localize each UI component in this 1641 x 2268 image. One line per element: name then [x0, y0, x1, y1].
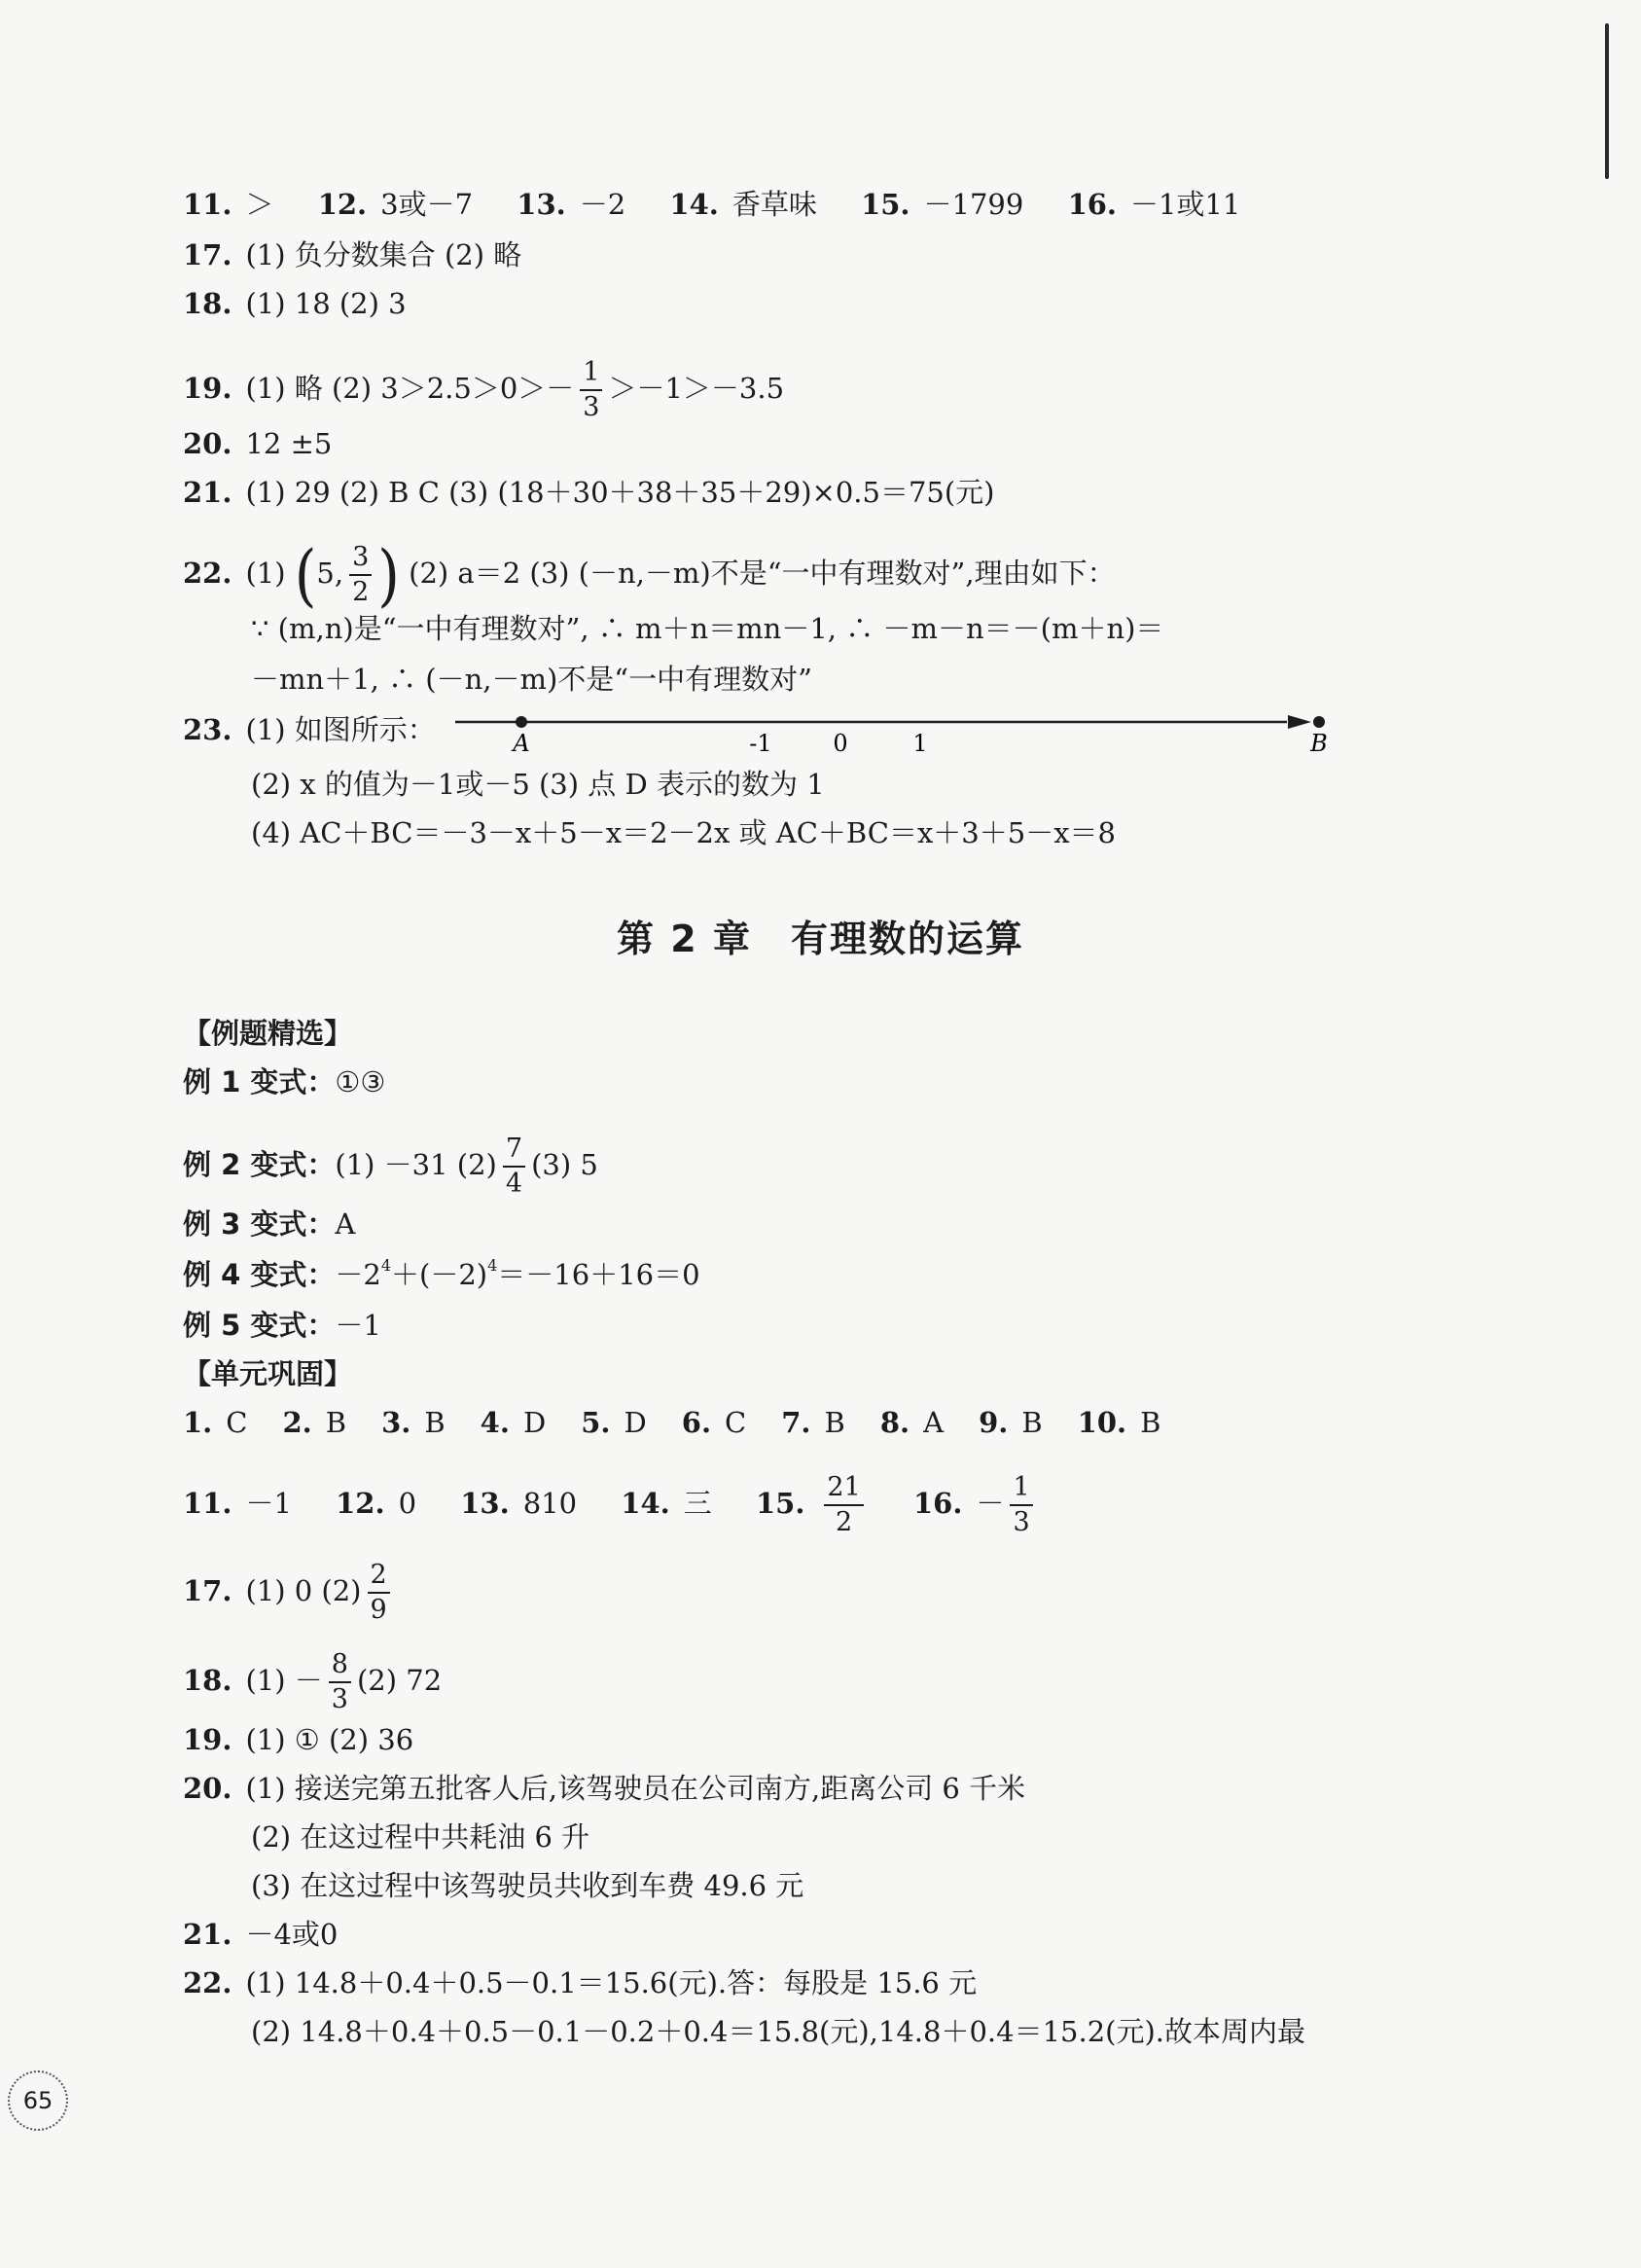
denominator: 4	[505, 1169, 523, 1199]
example-label: 例 3 变式：	[183, 1207, 336, 1241]
answer-22	[183, 1963, 977, 2002]
answer: D	[522, 1406, 547, 1439]
number-line	[455, 706, 1328, 765]
answer-part: (3) 5	[531, 1148, 598, 1181]
q-number: 12.	[317, 188, 368, 221]
denominator: 3	[1013, 1507, 1030, 1537]
example-1	[183, 1062, 385, 1101]
number-line-label: 1	[912, 730, 928, 757]
numerator: 7	[503, 1133, 525, 1168]
answer-21	[183, 1915, 338, 1954]
q-number: 7.	[781, 1406, 811, 1439]
numerator: 21	[824, 1471, 863, 1506]
answer-20	[183, 1769, 1025, 1808]
q-number: 15.	[755, 1487, 805, 1520]
answer-part: (1) －	[245, 1664, 323, 1697]
numerator: 8	[329, 1648, 351, 1683]
answer: B	[424, 1406, 446, 1439]
numerator: 2	[368, 1559, 390, 1594]
answer-part: (1) －31 (2)	[335, 1148, 497, 1181]
fraction	[349, 541, 372, 609]
answer-19	[183, 1720, 413, 1759]
example-label: 例 5 变式：	[183, 1309, 336, 1342]
answer-part: (1) 0 (2)	[245, 1574, 362, 1607]
answer-22-line2: ∵ (m,n)是“一中有理数对”, ∴ m＋n＝mn－1, ∴ －m－n＝－(m＋n)＝	[251, 612, 1164, 645]
q-number: 21.	[183, 1918, 232, 1951]
q-number: 19.	[183, 1723, 232, 1756]
denominator: 2	[836, 1507, 853, 1537]
q-number: 18.	[183, 287, 232, 320]
answer: －1799	[923, 188, 1024, 221]
fraction	[329, 1648, 351, 1716]
answer-22	[183, 535, 1116, 615]
answer-20-line2: (2) 在这过程中共耗油 6 升	[251, 1820, 590, 1854]
numerator: 1	[1010, 1471, 1032, 1506]
q-number: 20.	[183, 1772, 232, 1805]
example-label: 例 1 变式：	[183, 1065, 336, 1098]
q-number: 19.	[183, 372, 232, 405]
answer-17	[183, 235, 521, 274]
answer: ①③	[335, 1065, 386, 1098]
answer: －1	[335, 1309, 381, 1342]
answer: 12 ±5	[245, 427, 333, 460]
numerator: 3	[349, 541, 372, 576]
fraction	[1010, 1471, 1032, 1539]
number-line-label: -1	[749, 730, 772, 757]
fraction	[503, 1133, 525, 1201]
point-part: 5,	[316, 557, 344, 590]
example-label: 例 4 变式：	[183, 1258, 336, 1291]
answer-part: ＝－16＋16＝0	[497, 1258, 700, 1291]
answer-18	[183, 1648, 442, 1716]
example-2	[183, 1133, 598, 1201]
fraction	[824, 1471, 863, 1539]
fraction	[580, 356, 602, 424]
answer-part: ＋(－2)	[391, 1258, 488, 1291]
answer: (1) 负分数集合 (2) 略	[245, 238, 522, 271]
q-number: 15.	[861, 188, 910, 221]
q-number: 17.	[183, 1574, 232, 1607]
answer-row-11-16	[183, 185, 1240, 224]
q-number: 2.	[282, 1406, 312, 1439]
answer: A	[923, 1406, 945, 1439]
answer: 3或－7	[380, 188, 474, 221]
answer: 香草味	[731, 188, 817, 221]
q-number: 3.	[381, 1406, 411, 1439]
examples-heading: 【例题精选】	[183, 1017, 353, 1050]
answer-22-line3: －mn＋1, ∴ (－n,－m)不是“一中有理数对”	[251, 663, 812, 696]
number-line-label: 0	[833, 730, 848, 757]
answer: B	[1140, 1406, 1161, 1439]
answer-18	[183, 284, 407, 323]
number-line-point	[1313, 716, 1325, 728]
answer: B	[824, 1406, 845, 1439]
answer-23	[183, 710, 436, 749]
answer-21	[183, 473, 994, 512]
q-number: 13.	[517, 188, 566, 221]
answer-17	[183, 1559, 396, 1627]
answer-23-line3: (4) AC＋BC＝－3－x＋5－x＝2－2x 或 AC＋BC＝x＋3＋5－x＝8	[251, 816, 1117, 849]
denominator: 9	[370, 1595, 387, 1625]
example-5	[183, 1306, 381, 1345]
answer: －1或11	[1130, 188, 1241, 221]
q-number: 11.	[183, 1487, 232, 1520]
q-number: 22.	[183, 1966, 232, 1999]
exponent: 4	[380, 1256, 392, 1275]
answer: (1) 18 (2) 3	[245, 287, 407, 320]
answer-row-11-16	[183, 1471, 1039, 1539]
answer: (1) ① (2) 36	[245, 1723, 414, 1756]
exponent: 4	[487, 1256, 498, 1275]
q-number: 16.	[1067, 188, 1118, 221]
q-number: 10.	[1077, 1406, 1127, 1439]
example-3	[183, 1205, 355, 1243]
answer: B	[325, 1406, 347, 1439]
answer: (1) 29 (2) B C (3) (18＋30＋38＋35＋29)×0.5＝75(元)	[245, 476, 995, 509]
number-line-label: A	[513, 730, 530, 757]
q-number: 6.	[681, 1406, 712, 1439]
q-number: 16.	[913, 1487, 963, 1520]
left-paren: (	[294, 535, 317, 615]
answer: 810	[522, 1487, 578, 1520]
q-number: 14.	[669, 188, 719, 221]
q-number: 17.	[183, 238, 232, 271]
page-number: 65	[8, 2070, 68, 2131]
answer-line: (1) 接送完第五批客人后,该驾驶员在公司南方,距离公司 6 千米	[245, 1772, 1026, 1805]
answer: －2	[579, 188, 626, 221]
denominator: 3	[583, 392, 600, 422]
q-number: 18.	[183, 1664, 232, 1697]
q-number: 14.	[621, 1487, 670, 1520]
denominator: 3	[331, 1684, 348, 1714]
q-number: 5.	[581, 1406, 611, 1439]
example-4	[183, 1255, 700, 1294]
multiple-choice-row	[183, 1403, 1160, 1442]
answer-line: (1) 14.8＋0.4＋0.5－0.1＝15.6(元).答：每股是 15.6 元	[245, 1966, 978, 1999]
number-line-arrow	[1288, 715, 1311, 729]
q-number: 23.	[183, 713, 232, 746]
chapter-title: 第 2 章 有理数的运算	[617, 918, 1024, 960]
page-edge-mark	[1605, 23, 1609, 179]
answer: 0	[398, 1487, 417, 1520]
q-number: 1.	[183, 1406, 213, 1439]
answer-22-line2: (2) 14.8＋0.4＋0.5－0.1－0.2＋0.4＝15.8(元),14.8＋0.4＝15.2(元).故本周内最	[251, 2015, 1305, 2048]
answer: 三	[683, 1487, 712, 1520]
answer: －4或0	[245, 1918, 339, 1951]
answer: A	[335, 1207, 356, 1241]
answer-part: ＞－1＞－3.5	[608, 372, 785, 405]
q-number: 8.	[879, 1406, 910, 1439]
answer-part: －2	[335, 1258, 381, 1291]
answer-part: (2) a＝2 (3) (－n,－m)不是“一中有理数对”,理由如下：	[409, 557, 1116, 590]
answer: ＞	[245, 188, 274, 221]
number-line-point	[516, 716, 527, 728]
answer-part: (1)	[245, 557, 286, 590]
answer: C	[226, 1406, 248, 1439]
answer-23-line2: (2) x 的值为－1或－5 (3) 点 D 表示的数为 1	[251, 768, 825, 801]
fraction	[368, 1559, 390, 1627]
answer-20-line3: (3) 在这过程中该驾驶员共收到车费 49.6 元	[251, 1869, 804, 1902]
q-number: 13.	[460, 1487, 510, 1520]
answer-part: (1) 如图所示：	[245, 713, 436, 746]
answer: C	[725, 1406, 747, 1439]
q-number: 4.	[480, 1406, 510, 1439]
q-number: 9.	[979, 1406, 1009, 1439]
q-number: 21.	[183, 476, 232, 509]
answer: B	[1021, 1406, 1043, 1439]
answer: D	[624, 1406, 647, 1439]
answer-19	[183, 356, 784, 424]
example-label: 例 2 变式：	[183, 1148, 336, 1181]
answer-20	[183, 424, 332, 463]
answer-part: －	[976, 1487, 1005, 1520]
unit-heading: 【单元巩固】	[183, 1357, 353, 1390]
answer-part: (1) 略 (2) 3＞2.5＞0＞－	[245, 372, 575, 405]
q-number: 11.	[183, 188, 232, 221]
q-number: 22.	[183, 557, 232, 590]
q-number: 20.	[183, 427, 232, 460]
number-line-label: B	[1310, 730, 1328, 757]
q-number: 12.	[336, 1487, 385, 1520]
answer: －1	[245, 1487, 292, 1520]
right-paren: )	[377, 535, 400, 615]
answer-part: (2) 72	[356, 1664, 443, 1697]
numerator: 1	[580, 356, 602, 391]
denominator: 2	[352, 577, 370, 607]
